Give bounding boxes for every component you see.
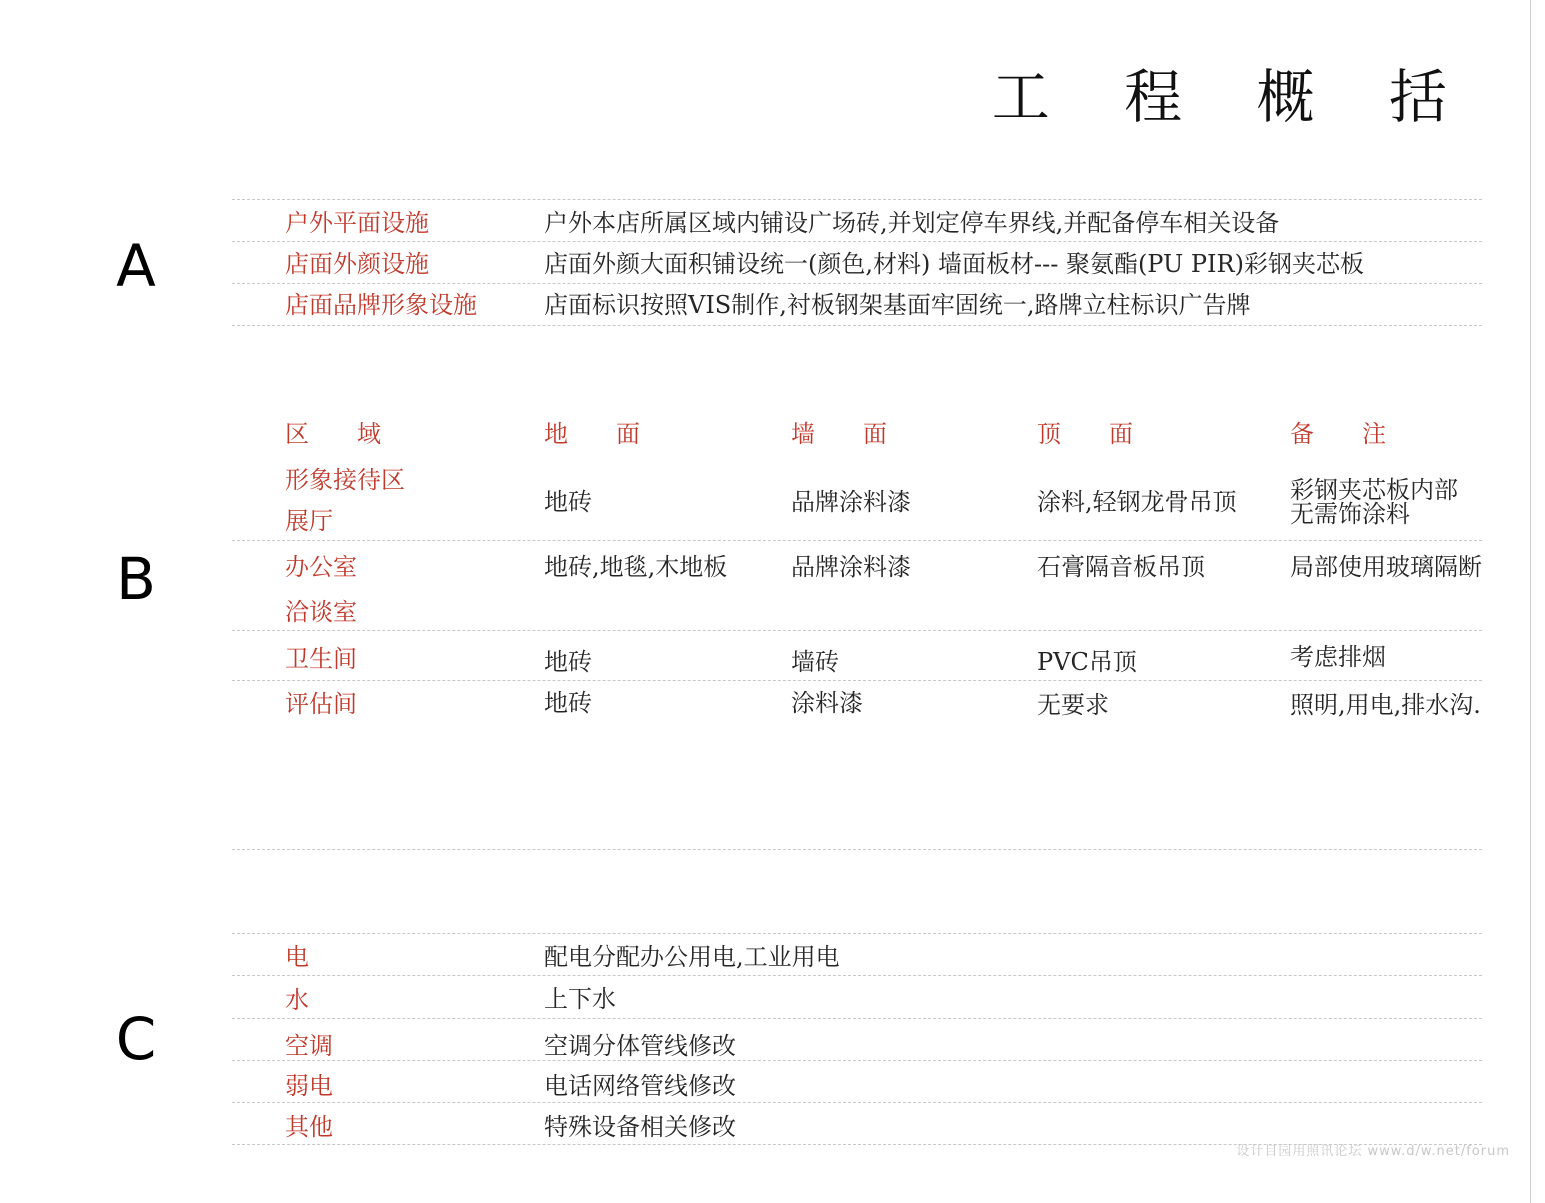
section-a-desc-3: 店面标识按照VIS制作,衬板钢架基面牢固统一,路牌立柱标识广告牌 <box>544 291 1251 319</box>
floor-cell: 地砖 <box>544 648 592 676</box>
utility-desc: 特殊设备相关修改 <box>544 1113 736 1141</box>
divider <box>232 1018 1482 1019</box>
section-a-label-2: 店面外颜设施 <box>285 250 429 278</box>
utility-label: 弱电 <box>285 1072 333 1100</box>
header-note: 备 注 <box>1290 420 1386 448</box>
utility-label: 空调 <box>285 1032 333 1060</box>
ceiling-cell: 无要求 <box>1037 691 1109 719</box>
note-cell: 彩钢夹芯板内部 <box>1290 476 1458 504</box>
divider <box>232 241 1482 242</box>
floor-cell: 地砖,地毯,木地板 <box>544 553 728 581</box>
page-title: 工 程 概 括 <box>991 63 1475 131</box>
divider <box>232 540 1482 541</box>
note-cell: 照明,用电,排水沟. <box>1290 691 1481 719</box>
wall-cell: 品牌涂料漆 <box>791 553 911 581</box>
section-b-letter: B <box>116 545 156 613</box>
floor-cell: 地砖 <box>544 689 592 717</box>
divider <box>232 199 1482 200</box>
section-a-desc-1: 户外本店所属区域内铺设广场砖,并划定停车界线,并配备停车相关设备 <box>544 209 1280 237</box>
section-a-letter: A <box>116 232 156 300</box>
area-name: 评估间 <box>285 690 357 718</box>
wall-cell: 品牌涂料漆 <box>791 488 911 516</box>
divider <box>232 680 1482 681</box>
watermark: 设计目园用照讯论坛 www.d/w.net/forum <box>1236 1144 1510 1159</box>
divider <box>232 1102 1482 1103</box>
area-name: 洽谈室 <box>285 598 357 626</box>
note-cell: 考虑排烟 <box>1290 643 1386 671</box>
note-cell: 无需饰涂料 <box>1290 500 1410 528</box>
ceiling-cell: PVC吊顶 <box>1037 648 1137 676</box>
utility-desc: 空调分体管线修改 <box>544 1032 736 1060</box>
utility-label: 电 <box>285 943 309 971</box>
utility-desc: 配电分配办公用电,工业用电 <box>544 943 840 971</box>
divider <box>232 849 1482 850</box>
divider <box>232 975 1482 976</box>
ceiling-cell: 石膏隔音板吊顶 <box>1037 553 1205 581</box>
floor-cell: 地砖 <box>544 488 592 516</box>
wall-cell: 墙砖 <box>791 648 839 676</box>
ceiling-cell: 涂料,轻钢龙骨吊顶 <box>1037 488 1237 516</box>
divider <box>232 1060 1482 1061</box>
area-name: 办公室 <box>285 553 357 581</box>
area-name: 展厅 <box>285 507 333 535</box>
section-c-letter: C <box>115 1005 157 1073</box>
divider <box>232 933 1482 934</box>
header-ceiling: 顶 面 <box>1037 420 1133 448</box>
area-name: 形象接待区 <box>285 466 405 494</box>
utility-desc: 上下水 <box>544 985 616 1013</box>
utility-label: 水 <box>285 986 309 1014</box>
area-name: 卫生间 <box>285 645 357 673</box>
section-a-desc-2: 店面外颜大面积铺设统一(颜色,材料) 墙面板材--- 聚氨酯(PU PIR)彩钢夹芯板 <box>544 250 1364 278</box>
header-area: 区 域 <box>285 420 381 448</box>
header-wall: 墙 面 <box>791 420 887 448</box>
header-floor: 地 面 <box>544 420 640 448</box>
section-a-label-1: 户外平面设施 <box>285 209 429 237</box>
utility-desc: 电话网络管线修改 <box>544 1072 736 1100</box>
section-a-label-3: 店面品牌形象设施 <box>285 291 477 319</box>
divider <box>232 325 1482 326</box>
page-edge-line <box>1530 0 1531 1203</box>
note-cell: 局部使用玻璃隔断 <box>1290 553 1482 581</box>
wall-cell: 涂料漆 <box>791 689 863 717</box>
divider <box>232 630 1482 631</box>
utility-label: 其他 <box>285 1113 333 1141</box>
divider <box>232 283 1482 284</box>
